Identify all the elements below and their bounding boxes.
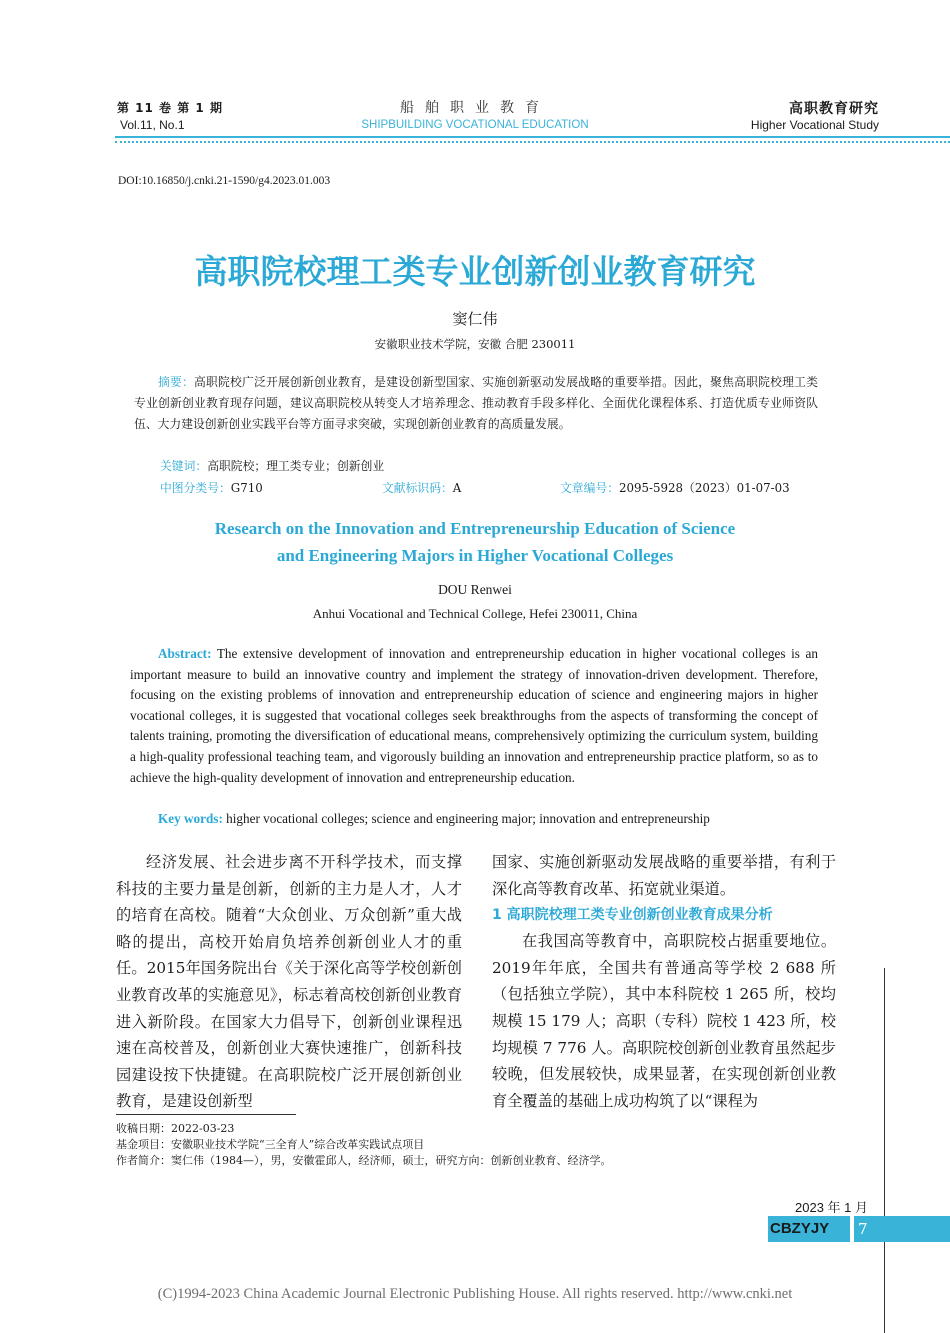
body-right-column <box>492 849 836 1114</box>
section-heading-1: 1 高职院校理工类专业创新创业教育成果分析 <box>492 907 773 924</box>
abstract-en <box>130 644 818 788</box>
volume-issue-en: Vol.11, No.1 <box>120 118 185 132</box>
page-footer-bar <box>768 1216 950 1242</box>
doc-code-value: A <box>452 481 462 495</box>
doi: DOI:10.16850/j.cnki.21-1590/g4.2023.01.003 <box>118 175 331 187</box>
body-right-paragraph-1: 国家、实施创新驱动发展战略的重要举措，有利于深化高等教育改革、拓宽就业渠道。 <box>492 853 836 898</box>
volume-issue-cn: 第 11 卷 第 1 期 <box>117 101 223 115</box>
article-title-en-line2: and Engineering Majors in Higher Vocational Colleges <box>276 546 674 565</box>
copyright-notice: (C)1994-2023 China Academic Journal Electronic Publishing House. All rights reserved. http://www.cnki.net <box>157 1286 793 1302</box>
body-right-paragraph-2: 在我国高等教育中，高职院校占据重要地位。2019年年底，全国共有普通高等学校 2 688 所（包括独立学院），其中本科院校 1 265 所，校均规模 15 179 人；高职（专科）院校 1 423 所，校均规模 7 776 人。高职院校创新创业教育虽然起步较晚，但发展较快，成果显著，在实现创新创业教育全覆盖的基础上成功构筑了以“课程为 <box>492 932 836 1110</box>
author-name-en: DOU Renwei <box>438 582 512 597</box>
footnote-rule <box>116 1114 296 1115</box>
keywords-cn <box>160 457 384 474</box>
doc-code-label: 文献标识码： <box>382 481 453 495</box>
keywords-en-label: Key words: <box>158 811 223 826</box>
document-code <box>382 479 461 496</box>
keywords-en-text: higher vocational colleges; science and engineering major; innovation and entrepreneurship <box>226 811 710 826</box>
affiliation-en: Anhui Vocational and Technical College, Hefei 230011, China <box>312 606 638 621</box>
article-title-cn: 高职院校理工类专业创新创业教育研究 <box>194 252 756 291</box>
header-rule <box>115 136 950 138</box>
footnotes <box>116 1121 612 1169</box>
clc-number <box>160 479 263 496</box>
column-name-en: Higher Vocational Study <box>750 118 879 132</box>
fund-project: 基金项目：安徽职业技术学院“三全育人”综合改革实践试点项目 <box>116 1138 425 1151</box>
body-left-column: 经济发展、社会进步离不开科学技术，而支撑科技的主要力量是创新，创新的主力是人才，人才的培育在高校。随着“大众创业、万众创新”重大战略的提出，高校开始肩负培养创新创业人才的重任。2015年国务院出台《关于深化高等学校创新创业教育改革的实施意见》，标志着高校创新创业教育进入新阶段。在国家大力倡导下，创新创业课程迅速在高校普及，创新创业大赛快速推广，创新科技园建设按下快捷键。在高职院校广泛开展创新创业教育，是建设创新型 <box>116 853 462 1111</box>
clc-label: 中图分类号： <box>160 481 231 495</box>
journal-code: CBZYJY <box>768 1216 850 1242</box>
abstract-en-text: The extensive development of innovation and entrepreneurship education in higher vocational colleges is an important measure to build an innovative country and implement the strategy of innovation-driven development. Therefore, focusing on the existing problems of innovation and entrepreneurship education of science and engineering majors in higher vocational colleges, it is suggested that vocational colleges seek breakthroughs from the aspects of transforming the concept of talents training, promoting the diversification of educational means, comprehensively optimizing the curriculum system, building a high-quality professional teaching team, and vigorously building an innovation and entrepreneurship practice platform, so as to achieve the high-quality development of innovation and entrepreneurship education. <box>130 646 818 785</box>
keywords-en <box>158 811 710 827</box>
column-name-cn: 高职教育研究 <box>789 101 879 117</box>
keywords-cn-label: 关键词： <box>160 459 208 473</box>
abstract-en-label: Abstract: <box>158 646 212 661</box>
abstract-cn <box>134 372 818 435</box>
article-title-en-line1: Research on the Innovation and Entrepreneurship Education of Science <box>214 519 736 538</box>
article-number <box>560 479 790 496</box>
author-name-cn: 窦仁伟 <box>452 310 498 328</box>
author-bio: 作者简介：窦仁伟（1984—），男，安徽霍邱人，经济师，硕士，研究方向：创新创业教育、经济学。 <box>116 1154 612 1167</box>
received-date: 收稿日期：2022-03-23 <box>116 1122 235 1135</box>
header-dotted-rule <box>115 141 950 143</box>
issue-date: 2023 年 1 月 <box>795 1200 868 1215</box>
abstract-cn-text: 高职院校广泛开展创新创业教育，是建设创新型国家、实施创新驱动发展战略的重要举措。因此，聚焦高职院校理工类专业创新创业教育现存问题，建议高职院校从转变人才培养理念、推动教育手段多样化、全面优化课程体系、打造优质专业师资队伍、大力建设创新创业实践平台等方面寻求突破，实现创新创业教育的高质量发展。 <box>134 375 818 431</box>
article-title-en <box>0 515 950 569</box>
abstract-cn-label: 摘要： <box>158 375 195 389</box>
page-number: 7 <box>854 1216 950 1242</box>
clc-value: G710 <box>230 481 263 495</box>
article-number-label: 文章编号： <box>560 481 619 495</box>
journal-name-cn: 船舶职业教育 <box>400 100 550 116</box>
keywords-cn-text: 高职院校；理工类专业；创新创业 <box>207 459 385 473</box>
journal-name-en: SHIPBUILDING VOCATIONAL EDUCATION <box>361 119 589 131</box>
article-number-value: 2095-5928（2023）01-07-03 <box>619 481 790 495</box>
margin-vertical-rule <box>884 968 885 1333</box>
affiliation-cn: 安徽职业技术学院，安徽 合肥 230011 <box>374 337 576 351</box>
